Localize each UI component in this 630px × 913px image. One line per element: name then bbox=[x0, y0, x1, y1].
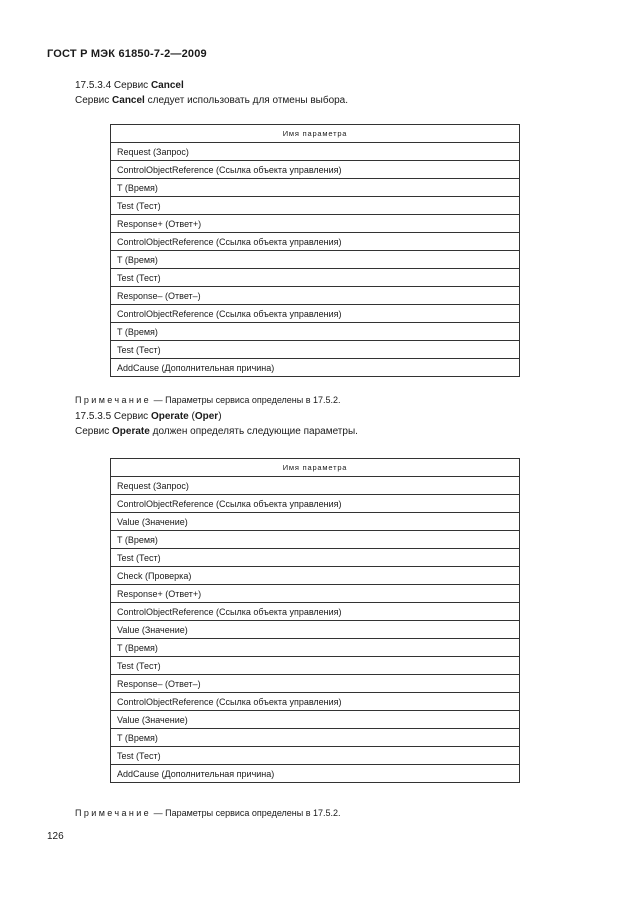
parameter-cell: Test (Тест) bbox=[111, 747, 520, 765]
parameter-cell: Response– (Ответ–) bbox=[111, 675, 520, 693]
table-header-row bbox=[111, 459, 520, 477]
table-row bbox=[111, 143, 520, 161]
table-row bbox=[111, 269, 520, 287]
table-row bbox=[111, 323, 520, 341]
cancel-intro bbox=[75, 95, 348, 106]
table-row bbox=[111, 603, 520, 621]
operate-intro-prefix: Сервис bbox=[75, 426, 113, 437]
table-row bbox=[111, 215, 520, 233]
parameter-cell: Response+ (Ответ+) bbox=[111, 585, 520, 603]
parameter-cell: ControlObjectReference (Ссылка объекта управления) bbox=[111, 603, 520, 621]
parameter-cell: Check (Проверка) bbox=[111, 567, 520, 585]
parameter-cell: T (Время) bbox=[111, 251, 520, 269]
parameter-cell: Test (Тест) bbox=[111, 549, 520, 567]
table-row bbox=[111, 567, 520, 585]
parameter-cell: T (Время) bbox=[111, 729, 520, 747]
parameter-cell: Value (Значение) bbox=[111, 621, 520, 639]
parameter-cell: ControlObjectReference (Ссылка объекта управления) bbox=[111, 233, 520, 251]
parameter-cell: Test (Тест) bbox=[111, 197, 520, 215]
operate-note-text: — Параметры сервиса определены в 17.5.2. bbox=[151, 808, 341, 818]
operate-heading-abbr-close: ) bbox=[218, 411, 222, 422]
cancel-note-label: Примечание bbox=[75, 395, 152, 405]
table-row bbox=[111, 639, 520, 657]
operate-heading-name: Operate bbox=[150, 411, 189, 422]
table-row bbox=[111, 585, 520, 603]
parameter-cell: T (Время) bbox=[111, 179, 520, 197]
parameter-cell: T (Время) bbox=[111, 531, 520, 549]
parameter-cell: Value (Значение) bbox=[111, 711, 520, 729]
table-row bbox=[111, 531, 520, 549]
operate-note bbox=[75, 808, 341, 818]
parameter-cell: ControlObjectReference (Ссылка объекта управления) bbox=[111, 693, 520, 711]
operate-section-heading bbox=[75, 411, 222, 422]
table-row bbox=[111, 251, 520, 269]
cancel-parameter-table bbox=[110, 124, 520, 377]
table-row bbox=[111, 747, 520, 765]
table-row bbox=[111, 711, 520, 729]
table-row bbox=[111, 675, 520, 693]
table-row bbox=[111, 693, 520, 711]
parameter-cell: ControlObjectReference (Ссылка объекта управления) bbox=[111, 305, 520, 323]
parameter-cell: Request (Запрос) bbox=[111, 143, 520, 161]
parameter-name-header: Имя параметра bbox=[111, 459, 520, 477]
parameter-cell: AddCause (Дополнительная причина) bbox=[111, 359, 520, 377]
parameter-cell: ControlObjectReference (Ссылка объекта управления) bbox=[111, 161, 520, 179]
cancel-table-body bbox=[111, 143, 520, 377]
table-row bbox=[111, 305, 520, 323]
parameter-cell: ControlObjectReference (Ссылка объекта управления) bbox=[111, 495, 520, 513]
table-row bbox=[111, 197, 520, 215]
table-row bbox=[111, 287, 520, 305]
table-row bbox=[111, 477, 520, 495]
cancel-intro-suffix: следует использовать для отмены выбора. bbox=[144, 95, 349, 106]
operate-heading-abbr-open: ( bbox=[188, 411, 195, 422]
parameter-cell: Response+ (Ответ+) bbox=[111, 215, 520, 233]
operate-intro-suffix: должен определять следующие параметры. bbox=[149, 426, 358, 437]
cancel-intro-prefix: Сервис bbox=[75, 95, 113, 106]
cancel-section-heading bbox=[75, 80, 184, 91]
table-row bbox=[111, 179, 520, 197]
operate-parameter-table bbox=[110, 458, 520, 783]
parameter-cell: Test (Тест) bbox=[111, 341, 520, 359]
parameter-cell: AddCause (Дополнительная причина) bbox=[111, 765, 520, 783]
cancel-note-text: — Параметры сервиса определены в 17.5.2. bbox=[151, 395, 341, 405]
document-header: ГОСТ Р МЭК 61850-7-2—2009 bbox=[47, 48, 207, 60]
operate-intro-name: Operate bbox=[112, 426, 150, 437]
parameter-cell: T (Время) bbox=[111, 639, 520, 657]
table-row bbox=[111, 729, 520, 747]
operate-heading-abbr: Oper bbox=[194, 411, 219, 422]
table-row bbox=[111, 495, 520, 513]
parameter-cell: Request (Запрос) bbox=[111, 477, 520, 495]
parameter-cell: T (Время) bbox=[111, 323, 520, 341]
page-number: 126 bbox=[47, 831, 64, 842]
table-header-row bbox=[111, 125, 520, 143]
cancel-note bbox=[75, 395, 341, 405]
table-row bbox=[111, 657, 520, 675]
operate-table-body bbox=[111, 477, 520, 783]
table-row bbox=[111, 233, 520, 251]
table-row bbox=[111, 359, 520, 377]
parameter-cell: Test (Тест) bbox=[111, 269, 520, 287]
parameter-name-header: Имя параметра bbox=[111, 125, 520, 143]
table-row bbox=[111, 513, 520, 531]
table-row bbox=[111, 549, 520, 567]
parameter-cell: Test (Тест) bbox=[111, 657, 520, 675]
parameter-cell: Response– (Ответ–) bbox=[111, 287, 520, 305]
operate-heading-prefix: 17.5.3.5 Сервис bbox=[75, 411, 151, 422]
table-row bbox=[111, 161, 520, 179]
cancel-heading-prefix: 17.5.3.4 Сервис bbox=[75, 80, 151, 91]
operate-intro bbox=[75, 426, 358, 437]
cancel-intro-name: Cancel bbox=[112, 95, 145, 106]
operate-note-label: Примечание bbox=[75, 808, 152, 818]
table-row bbox=[111, 765, 520, 783]
table-row bbox=[111, 341, 520, 359]
table-row bbox=[111, 621, 520, 639]
cancel-heading-name: Cancel bbox=[150, 80, 184, 91]
parameter-cell: Value (Значение) bbox=[111, 513, 520, 531]
